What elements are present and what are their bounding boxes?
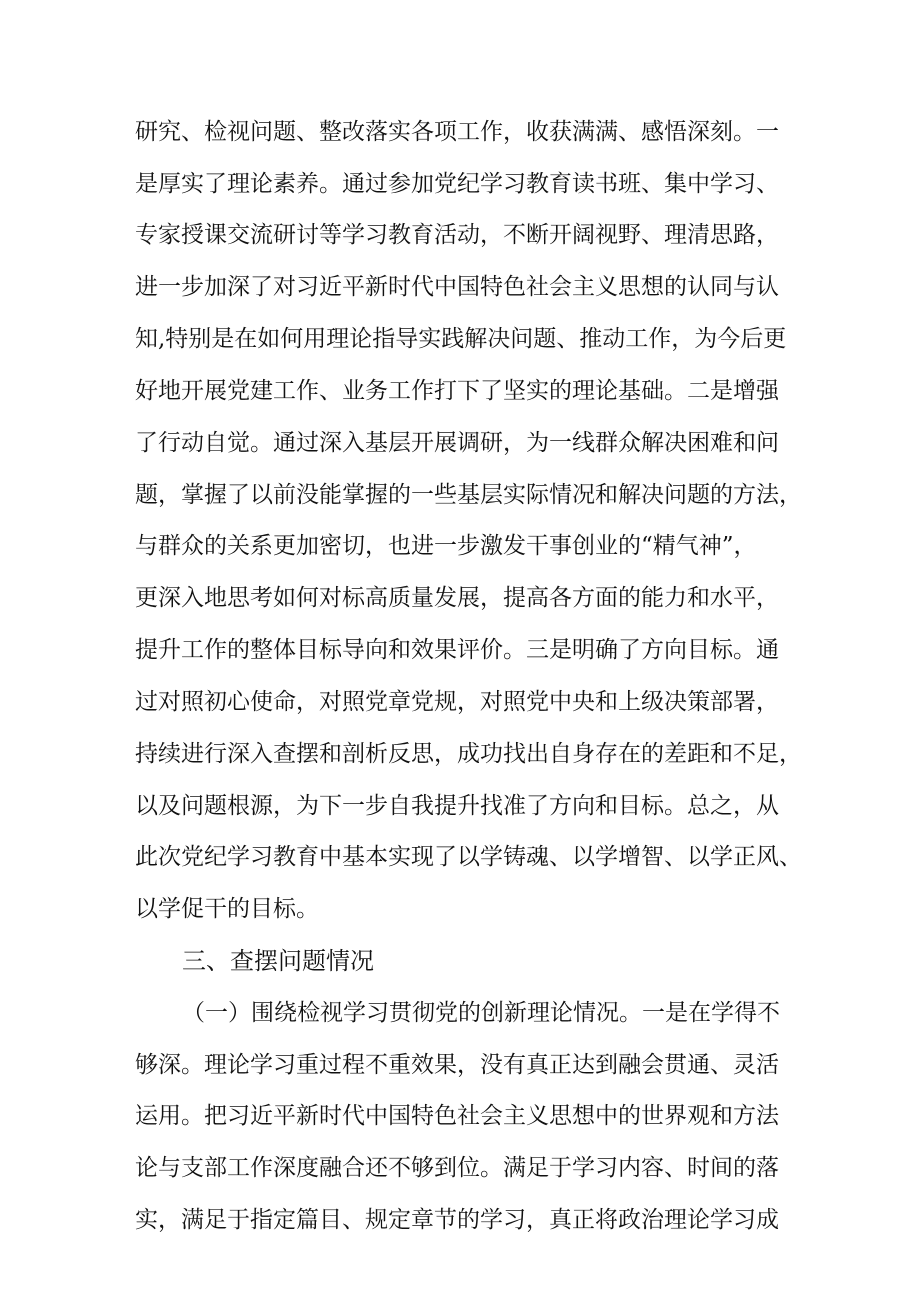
body-text-line: 过对照初心使命，对照党章党规，对照党中央和上级决策部署， (135, 689, 779, 715)
body-text-line: 运用。把习近平新时代中国特色社会主义思想中的世界观和方法 (135, 1103, 779, 1129)
body-text-line: 专家授课交流研讨等学习教育活动，不断开阔视野、理清思路， (135, 222, 779, 248)
body-text-line: 以学促干的目标。 (135, 896, 319, 922)
body-text-line: 够深。理论学习重过程不重效果，没有真正达到融会贯通、灵活 (135, 1052, 779, 1078)
body-text-line: 论与支部工作深度融合还不够到位。满足于学习内容、时间的落 (135, 1155, 779, 1181)
section-heading: 三、查摆问题情况 (182, 947, 374, 975)
body-text-line: 实，满足于指定篇目、规定章节的学习，真正将政治理论学习成 (135, 1207, 779, 1233)
body-text-line: 是厚实了理论素养。通过参加党纪学习教育读书班、集中学习、 (135, 171, 779, 197)
body-text-line: 研究、检视问题、整改落实各项工作，收获满满、感悟深刻。一 (135, 119, 779, 145)
body-text-line: 题，掌握了以前没能掌握的一些基层实际情况和解决问题的方法， (135, 482, 802, 508)
body-text-line: 更深入地思考如何对标高质量发展，提高各方面的能力和水平， (135, 585, 779, 611)
body-text-line: 与群众的关系更加密切，也进一步激发干事创业的“精气神”， (135, 533, 757, 559)
body-text-line: 持续进行深入查摆和剖析反思，成功找出自身存在的差距和不足， (135, 741, 802, 767)
body-text-line: 了行动自觉。通过深入基层开展调研，为一线群众解决困难和问 (135, 430, 779, 456)
body-text-line: 知,特别是在如何用理论指导实践解决问题、推动工作，为今后更 (135, 326, 787, 352)
body-text-line: 此次党纪学习教育中基本实现了以学铸魂、以学增智、以学正风、 (135, 844, 802, 870)
body-text-line: 好地开展党建工作、业务工作打下了坚实的理论基础。二是增强 (135, 378, 779, 404)
body-text-line: 进一步加深了对习近平新时代中国特色社会主义思想的认同与认 (135, 274, 779, 300)
body-text-line: 提升工作的整体目标导向和效果评价。三是明确了方向目标。通 (135, 637, 779, 663)
body-text-line: 以及问题根源，为下一步自我提升找准了方向和目标。总之，从 (135, 793, 779, 819)
body-text-line: （一）围绕检视学习贯彻党的创新理论情况。一是在学得不 (182, 1000, 780, 1026)
